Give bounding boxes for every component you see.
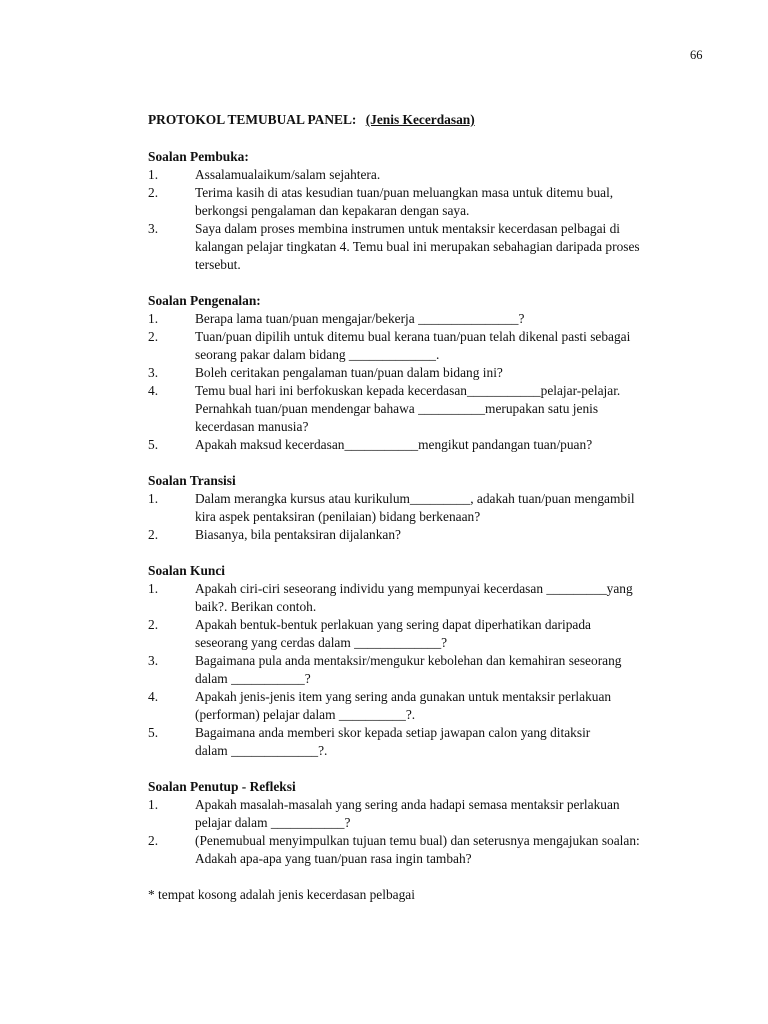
question-item (148, 526, 713, 544)
question-line: seseorang yang cerdas dalam _____________? (195, 635, 448, 650)
question-item (148, 616, 713, 652)
question-line: dalam ___________? (195, 671, 311, 686)
question-line: kira aspek pentaksiran (penilaian) bidang berkenaan? (195, 509, 481, 524)
question-line: dalam _____________?. (195, 743, 328, 758)
section (148, 778, 713, 868)
question-text (195, 184, 713, 220)
question-line: Dalam merangka kursus atau kurikulum_________, adakah tuan/puan mengambil (195, 491, 635, 506)
question-number: 5. (148, 725, 159, 740)
question-number: 2. (148, 527, 159, 542)
question-line: Apakah ciri-ciri seseorang individu yang mempunyai kecerdasan _________yang (195, 581, 633, 596)
question-line: kecerdasan manusia? (195, 419, 309, 434)
question-item (148, 310, 713, 328)
question-item (148, 436, 713, 454)
question-line: baik?. Berikan contoh. (195, 599, 317, 614)
question-text (195, 616, 713, 652)
question-line: berkongsi pengalaman dan kepakaran dengan saya. (195, 203, 470, 218)
question-text (195, 166, 713, 184)
question-item (148, 184, 713, 220)
question-item (148, 832, 713, 868)
question-line: Assalamualaikum/salam sejahtera. (195, 167, 381, 182)
footnote: * tempat kosong adalah jenis kecerdasan pelbagai (148, 887, 415, 902)
question-text (195, 382, 713, 436)
question-line: Temu bual hari ini berfokuskan kepada kecerdasan___________pelajar-pelajar. (195, 383, 621, 398)
question-number: 1. (148, 581, 159, 596)
question-text (195, 364, 713, 382)
question-line: (Penemubual menyimpulkan tujuan temu bual) dan seterusnya mengajukan soalan: (195, 833, 640, 848)
question-item (148, 652, 713, 688)
section-heading: Soalan Penutup - Refleksi (148, 779, 296, 794)
question-text (195, 328, 713, 364)
question-line: pelajar dalam ___________? (195, 815, 351, 830)
question-text (195, 310, 713, 328)
question-number: 2. (148, 617, 159, 632)
question-list (148, 796, 713, 868)
question-text (195, 688, 713, 724)
question-number: 1. (148, 167, 159, 182)
question-number: 4. (148, 689, 159, 704)
question-line: Berapa lama tuan/puan mengajar/bekerja _______________? (195, 311, 525, 326)
section (148, 148, 713, 274)
page-number: 66 (690, 48, 703, 62)
question-number: 3. (148, 653, 159, 668)
question-item (148, 724, 713, 760)
question-text (195, 490, 713, 526)
question-line: (performan) pelajar dalam __________?. (195, 707, 416, 722)
question-text (195, 796, 713, 832)
question-item (148, 688, 713, 724)
question-number: 2. (148, 833, 159, 848)
question-item (148, 796, 713, 832)
question-line: Saya dalam proses membina instrumen untuk mentaksir kecerdasan pelbagai di (195, 221, 621, 236)
question-item (148, 382, 713, 436)
question-line: Pernahkah tuan/puan mendengar bahawa __________merupakan satu jenis (195, 401, 599, 416)
title-subtitle: (Jenis Kecerdasan) (365, 112, 475, 127)
section-heading: Soalan Pembuka: (148, 149, 249, 164)
question-list (148, 166, 713, 274)
question-list (148, 490, 713, 544)
question-text (195, 832, 713, 868)
question-number: 3. (148, 365, 159, 380)
question-item (148, 490, 713, 526)
question-line: seorang pakar dalam bidang _____________. (195, 347, 440, 362)
question-line: Boleh ceritakan pengalaman tuan/puan dalam bidang ini? (195, 365, 503, 380)
question-line: Adakah apa-apa yang tuan/puan rasa ingin tambah? (195, 851, 472, 866)
question-number: 5. (148, 437, 159, 452)
question-list (148, 580, 713, 760)
question-item (148, 220, 713, 274)
question-text (195, 580, 713, 616)
question-line: Apakah masalah-masalah yang sering anda hadapi semasa mentaksir perlakuan (195, 797, 620, 812)
question-number: 1. (148, 311, 159, 326)
question-item (148, 328, 713, 364)
question-line: Terima kasih di atas kesudian tuan/puan meluangkan masa untuk ditemu bual, (195, 185, 614, 200)
question-text (195, 724, 713, 760)
question-line: Apakah bentuk-bentuk perlakuan yang sering dapat diperhatikan daripada (195, 617, 591, 632)
question-item (148, 364, 713, 382)
question-number: 1. (148, 491, 159, 506)
question-text (195, 652, 713, 688)
section-heading: Soalan Transisi (148, 473, 236, 488)
question-text (195, 526, 713, 544)
question-text (195, 220, 713, 274)
section (148, 562, 713, 760)
section-heading: Soalan Kunci (148, 563, 226, 578)
question-number: 4. (148, 383, 159, 398)
question-item (148, 166, 713, 184)
question-line: Apakah maksud kecerdasan___________mengikut pandangan tuan/puan? (195, 437, 593, 452)
question-line: Tuan/puan dipilih untuk ditemu bual kerana tuan/puan telah dikenal pasti sebagai (195, 329, 631, 344)
section (148, 292, 713, 454)
question-line: kalangan pelajar tingkatan 4. Temu bual ini merupakan sebahagian daripada proses (195, 239, 640, 254)
section-heading: Soalan Pengenalan: (148, 293, 261, 308)
title-main: PROTOKOL TEMUBUAL PANEL: (148, 112, 357, 127)
question-number: 3. (148, 221, 159, 236)
question-item (148, 580, 713, 616)
sections-container (148, 148, 713, 868)
document-body (148, 111, 713, 904)
question-line: tersebut. (195, 257, 241, 272)
question-number: 1. (148, 797, 159, 812)
section (148, 472, 713, 544)
question-text (195, 436, 713, 454)
question-number: 2. (148, 329, 159, 344)
question-line: Apakah jenis-jenis item yang sering anda gunakan untuk mentaksir perlakuan (195, 689, 612, 704)
question-number: 2. (148, 185, 159, 200)
question-line: Bagaimana pula anda mentaksir/mengukur kebolehan dan kemahiran seseorang (195, 653, 622, 668)
question-line: Biasanya, bila pentaksiran dijalankan? (195, 527, 401, 542)
question-line: Bagaimana anda memberi skor kepada setiap jawapan calon yang ditaksir (195, 725, 591, 740)
document-title (148, 111, 713, 129)
question-list (148, 310, 713, 454)
